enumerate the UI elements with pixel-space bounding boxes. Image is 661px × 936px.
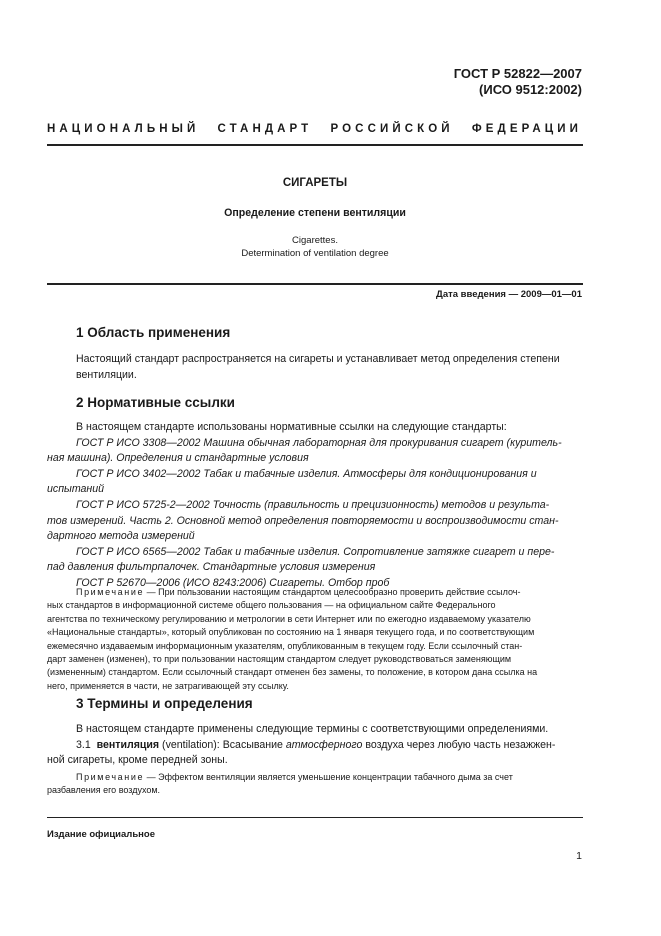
note-label: Примечание xyxy=(76,587,145,597)
reference-item: тов измерений. Часть 2. Основной метод определения повторяемости и воспроизводимости стан- xyxy=(47,514,559,527)
gost-number: ГОСТ Р 52822—2007 xyxy=(453,66,582,81)
section-2-note xyxy=(47,586,583,693)
reference-item: дартного метода измерений xyxy=(47,530,195,543)
note-line: (измененным) стандартом. Если ссылочный стандарт отменен без замены, то положение, в котором дана ссылка на xyxy=(47,667,538,678)
term-name: вентиляция xyxy=(96,738,160,751)
section-3-note xyxy=(47,771,583,798)
note-line: него, применяется в части, не затрагивающей эту ссылку. xyxy=(47,680,289,691)
reference-item: ГОСТ Р ИСО 6565—2002 Табак и табачные изделия. Сопротивление затяжке сигарет и пере- xyxy=(76,545,555,558)
banner-rule xyxy=(47,144,583,146)
note-line: ежемесячно издаваемым информационным указателям, опубликованным в текущем году. Если ссылочный стан- xyxy=(47,640,523,651)
note-line: «Национальные стандарты», который опубликован по состоянию на 1 января текущего года, и по соответствующим xyxy=(47,627,535,638)
reference-item: ГОСТ Р ИСО 3308—2002 Машина обычная лабораторная для прокуривания сигарет (куритель- xyxy=(76,436,562,449)
section-2-body xyxy=(47,420,583,592)
note-line: — При пользовании настоящим стандартом целесообразно проверить действие ссылоч- xyxy=(144,587,521,597)
footer-rule xyxy=(47,817,583,818)
note-line: ных стандартов в информационной системе общего пользования — на официальном сайте Федерального xyxy=(47,600,496,611)
term-definition-line-2: ной сигареты, кроме передней зоны. xyxy=(47,754,228,767)
note-label: Примечание xyxy=(76,772,145,782)
term-definition-text: (ventilation): Всасывание xyxy=(159,738,286,751)
english-title-2: Determination of ventilation degree xyxy=(241,248,389,259)
section-1-line-2: вентиляции. xyxy=(76,368,137,381)
note-line: — Эффектом вентиляции является уменьшение концентрации табачного дыма за счет xyxy=(144,772,513,782)
intro-date: Дата введения — 2009—01—01 xyxy=(436,289,582,300)
reference-item: ГОСТ Р ИСО 3402—2002 Табак и табачные изделия. Атмосферы для кондиционирования и xyxy=(76,467,537,480)
reference-item: ГОСТ Р 52670—2006 (ИСО 8243:2006) Сигареты. Отбор проб xyxy=(76,576,390,589)
reference-item: ная машина). Определения и стандартные условия xyxy=(47,452,309,465)
section-2-heading: 2 Нормативные ссылки xyxy=(76,395,235,410)
section-3-intro: В настоящем стандарте применены следующие термины с соответствующими определениями. xyxy=(76,723,549,735)
section-2-intro: В настоящем стандарте использованы нормативные ссылки на следующие стандарты: xyxy=(76,421,507,433)
page-number: 1 xyxy=(576,850,582,862)
section-1-text xyxy=(76,352,583,383)
edition-label: Издание официальное xyxy=(47,829,155,840)
term-emphasis: атмосферного xyxy=(285,738,363,751)
section-3-heading: 3 Термины и определения xyxy=(76,696,253,711)
english-title-1: Cigarettes. xyxy=(292,235,338,246)
term-definition-rest: воздуха через любую часть незажжен- xyxy=(362,738,556,751)
note-line: дарт заменен (изменен), то при пользовании настоящим стандартом следует руководствоваться заменяющим xyxy=(47,654,512,665)
term-definition xyxy=(47,738,583,754)
reference-item: пад давления фильтрпалочек. Стандартные условия измерения xyxy=(47,561,376,574)
note-line: агентства по техническому регулированию и метрологии в сети Интернет или по ежегодно издаваемому указателю xyxy=(47,613,531,624)
term-number: 3.1 xyxy=(76,738,91,751)
title-rule xyxy=(47,283,583,285)
section-1-heading: 1 Область применения xyxy=(76,325,231,340)
iso-number: (ИСО 9512:2002) xyxy=(479,82,582,97)
banner-text: НАЦИОНАЛЬНЫЙ СТАНДАРТ РОССИЙСКОЙ ФЕДЕРАЦИИ xyxy=(47,123,582,135)
standard-banner xyxy=(47,123,582,135)
section-3-body xyxy=(47,722,583,769)
document-title: СИГАРЕТЫ xyxy=(282,177,348,189)
reference-item: ГОСТ Р ИСО 5725-2—2002 Точность (правильность и прецизионность) методов и результа- xyxy=(76,498,550,511)
note-line: разбавления его воздухом. xyxy=(47,785,161,796)
section-1-line-1: Настоящий стандарт распространяется на сигареты и устанавливает метод определения степени xyxy=(76,353,560,365)
document-subtitle: Определение степени вентиляции xyxy=(224,207,406,219)
reference-item: испытаний xyxy=(47,483,105,496)
